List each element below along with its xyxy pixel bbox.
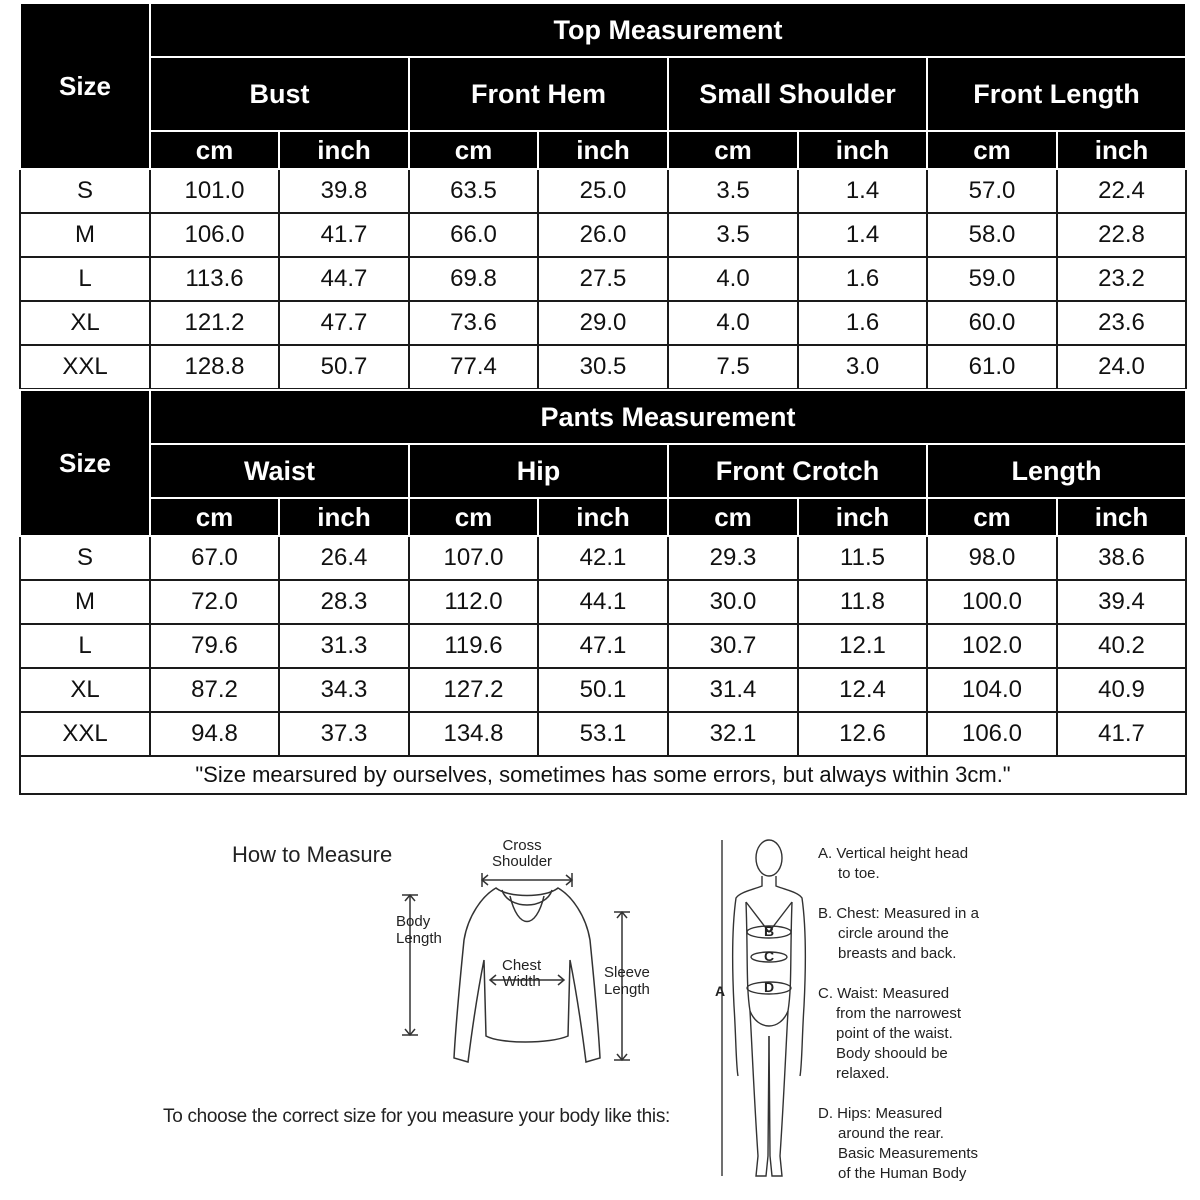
value-cell: 27.5 xyxy=(538,257,668,301)
note-line: D. Hips: Measured xyxy=(818,1105,943,1122)
value-cell: 25.0 xyxy=(538,169,668,213)
value-cell: 44.7 xyxy=(279,257,409,301)
value-cell: 40.9 xyxy=(1057,668,1186,712)
value-cell: 22.4 xyxy=(1057,169,1186,213)
value-cell: 134.8 xyxy=(409,712,538,756)
pants-measurement-table xyxy=(19,389,1187,795)
note-c xyxy=(818,984,979,1084)
value-cell: 119.6 xyxy=(409,624,538,668)
unit-header: cm xyxy=(668,131,798,169)
sleeve-length-label xyxy=(604,964,650,998)
unit-header: inch xyxy=(538,498,668,536)
value-cell: 4.0 xyxy=(668,257,798,301)
value-cell: 26.0 xyxy=(538,213,668,257)
size-cell: XL xyxy=(20,301,150,345)
value-cell: 58.0 xyxy=(927,213,1057,257)
value-cell: 29.3 xyxy=(668,536,798,580)
value-cell: 31.3 xyxy=(279,624,409,668)
value-cell: 127.2 xyxy=(409,668,538,712)
body-letter: C xyxy=(764,948,775,964)
measurement-notes xyxy=(818,844,979,1184)
note-a xyxy=(818,844,979,884)
value-cell: 63.5 xyxy=(409,169,538,213)
unit-header: cm xyxy=(150,498,279,536)
value-cell: 22.8 xyxy=(1057,213,1186,257)
group-header: Waist xyxy=(150,444,409,498)
value-cell: 69.8 xyxy=(409,257,538,301)
value-cell: 128.8 xyxy=(150,345,279,389)
table-row xyxy=(20,257,1186,301)
value-cell: 24.0 xyxy=(1057,345,1186,389)
note-line: relaxed. xyxy=(836,1065,890,1082)
value-cell: 30.5 xyxy=(538,345,668,389)
note-line: point of the waist. xyxy=(836,1025,953,1042)
label-line: Length xyxy=(396,930,442,947)
value-cell: 12.6 xyxy=(798,712,927,756)
label-line: Shoulder xyxy=(492,853,553,870)
note-d xyxy=(818,1104,979,1184)
value-cell: 59.0 xyxy=(927,257,1057,301)
value-cell: 121.2 xyxy=(150,301,279,345)
value-cell: 39.8 xyxy=(279,169,409,213)
note-line: from the narrowest xyxy=(836,1005,962,1022)
size-cell: S xyxy=(20,169,150,213)
label-line: Body xyxy=(396,913,431,930)
unit-header: inch xyxy=(1057,131,1186,169)
value-cell: 3.5 xyxy=(668,169,798,213)
value-cell: 57.0 xyxy=(927,169,1057,213)
table-row xyxy=(20,536,1186,580)
size-cell: L xyxy=(20,624,150,668)
value-cell: 66.0 xyxy=(409,213,538,257)
value-cell: 40.2 xyxy=(1057,624,1186,668)
value-cell: 67.0 xyxy=(150,536,279,580)
size-cell: XL xyxy=(20,668,150,712)
size-cell: XXL xyxy=(20,712,150,756)
value-cell: 32.1 xyxy=(668,712,798,756)
guide-instruction: To choose the correct size for you measure your body like this: xyxy=(163,1106,671,1127)
top-measurement-table xyxy=(19,2,1187,390)
label-line: Width xyxy=(502,973,541,990)
body-figure xyxy=(712,836,822,1196)
value-cell: 102.0 xyxy=(927,624,1057,668)
size-cell: M xyxy=(20,580,150,624)
value-cell: 106.0 xyxy=(150,213,279,257)
chest-width-label xyxy=(502,958,541,990)
value-cell: 37.3 xyxy=(279,712,409,756)
value-cell: 3.5 xyxy=(668,213,798,257)
note-line: circle around the xyxy=(838,925,949,942)
note-line: A. Vertical height head xyxy=(818,845,969,862)
value-cell: 41.7 xyxy=(279,213,409,257)
value-cell: 23.2 xyxy=(1057,257,1186,301)
value-cell: 77.4 xyxy=(409,345,538,389)
value-cell: 107.0 xyxy=(409,536,538,580)
value-cell: 44.1 xyxy=(538,580,668,624)
unit-header: inch xyxy=(279,498,409,536)
value-cell: 11.5 xyxy=(798,536,927,580)
size-cell: L xyxy=(20,257,150,301)
unit-header: inch xyxy=(1057,498,1186,536)
value-cell: 11.8 xyxy=(798,580,927,624)
unit-header: cm xyxy=(927,131,1057,169)
value-cell: 73.6 xyxy=(409,301,538,345)
group-header: Hip xyxy=(409,444,668,498)
note-line: Body shoould be xyxy=(836,1045,948,1062)
value-cell: 94.8 xyxy=(150,712,279,756)
group-header: Small Shoulder xyxy=(668,57,927,131)
note-line: around the rear. xyxy=(838,1125,944,1142)
value-cell: 1.4 xyxy=(798,213,927,257)
unit-row xyxy=(20,498,1186,536)
table-row xyxy=(20,580,1186,624)
group-header: Bust xyxy=(150,57,409,131)
body-length-label xyxy=(396,913,442,947)
table-row xyxy=(20,169,1186,213)
value-cell: 106.0 xyxy=(927,712,1057,756)
value-cell: 26.4 xyxy=(279,536,409,580)
value-cell: 1.4 xyxy=(798,169,927,213)
value-cell: 53.1 xyxy=(538,712,668,756)
value-cell: 34.3 xyxy=(279,668,409,712)
value-cell: 101.0 xyxy=(150,169,279,213)
value-cell: 50.1 xyxy=(538,668,668,712)
label-line: Sleeve xyxy=(604,964,650,981)
value-cell: 30.7 xyxy=(668,624,798,668)
measurement-note: "Size mearsured by ourselves, sometimes has some errors, but always within 3cm." xyxy=(20,756,1186,794)
value-cell: 39.4 xyxy=(1057,580,1186,624)
unit-header: cm xyxy=(409,131,538,169)
table-row xyxy=(20,301,1186,345)
group-header: Front Hem xyxy=(409,57,668,131)
table-title: Top Measurement xyxy=(150,3,1186,57)
unit-header: inch xyxy=(798,131,927,169)
body-letter: A xyxy=(715,983,726,999)
body-letter: B xyxy=(764,923,775,939)
group-header: Length xyxy=(927,444,1186,498)
size-cell: S xyxy=(20,536,150,580)
unit-header: inch xyxy=(538,131,668,169)
unit-row xyxy=(20,131,1186,169)
size-header: Size xyxy=(20,390,150,536)
group-header: Front Crotch xyxy=(668,444,927,498)
value-cell: 4.0 xyxy=(668,301,798,345)
unit-header: cm xyxy=(409,498,538,536)
label-line: Cross xyxy=(502,837,542,854)
unit-header: cm xyxy=(927,498,1057,536)
value-cell: 112.0 xyxy=(409,580,538,624)
size-cell: M xyxy=(20,213,150,257)
value-cell: 23.6 xyxy=(1057,301,1186,345)
unit-header: inch xyxy=(798,498,927,536)
table-row xyxy=(20,668,1186,712)
value-cell: 61.0 xyxy=(927,345,1057,389)
value-cell: 104.0 xyxy=(927,668,1057,712)
unit-header: cm xyxy=(668,498,798,536)
note-line: of the Human Body xyxy=(838,1165,967,1182)
value-cell: 87.2 xyxy=(150,668,279,712)
value-cell: 1.6 xyxy=(798,257,927,301)
table-row xyxy=(20,712,1186,756)
value-cell: 79.6 xyxy=(150,624,279,668)
unit-header: cm xyxy=(150,131,279,169)
value-cell: 30.0 xyxy=(668,580,798,624)
note-line: to toe. xyxy=(838,865,880,882)
how-to-measure-guide xyxy=(0,800,1200,1200)
table-row xyxy=(20,624,1186,668)
size-header: Size xyxy=(20,3,150,169)
label-line: Chest xyxy=(502,957,542,974)
note-b xyxy=(818,904,979,964)
value-cell: 7.5 xyxy=(668,345,798,389)
value-cell: 113.6 xyxy=(150,257,279,301)
label-line: Length xyxy=(604,981,650,998)
value-cell: 72.0 xyxy=(150,580,279,624)
value-cell: 1.6 xyxy=(798,301,927,345)
value-cell: 3.0 xyxy=(798,345,927,389)
body-letter: D xyxy=(764,979,775,995)
note-line: breasts and back. xyxy=(838,945,957,962)
value-cell: 47.1 xyxy=(538,624,668,668)
value-cell: 29.0 xyxy=(538,301,668,345)
cross-shoulder-label xyxy=(492,838,552,870)
guide-title: How to Measure xyxy=(232,842,393,867)
size-cell: XXL xyxy=(20,345,150,389)
group-header: Front Length xyxy=(927,57,1186,131)
table-title: Pants Measurement xyxy=(150,390,1186,444)
note-line: C. Waist: Measured xyxy=(818,985,950,1002)
value-cell: 41.7 xyxy=(1057,712,1186,756)
table-row xyxy=(20,213,1186,257)
value-cell: 50.7 xyxy=(279,345,409,389)
value-cell: 12.1 xyxy=(798,624,927,668)
value-cell: 12.4 xyxy=(798,668,927,712)
value-cell: 47.7 xyxy=(279,301,409,345)
value-cell: 98.0 xyxy=(927,536,1057,580)
value-cell: 42.1 xyxy=(538,536,668,580)
note-line: B. Chest: Measured in a xyxy=(818,905,979,922)
table-row xyxy=(20,345,1186,389)
value-cell: 100.0 xyxy=(927,580,1057,624)
value-cell: 28.3 xyxy=(279,580,409,624)
value-cell: 31.4 xyxy=(668,668,798,712)
unit-header: inch xyxy=(279,131,409,169)
value-cell: 60.0 xyxy=(927,301,1057,345)
note-line: Basic Measurements xyxy=(838,1145,979,1162)
value-cell: 38.6 xyxy=(1057,536,1186,580)
